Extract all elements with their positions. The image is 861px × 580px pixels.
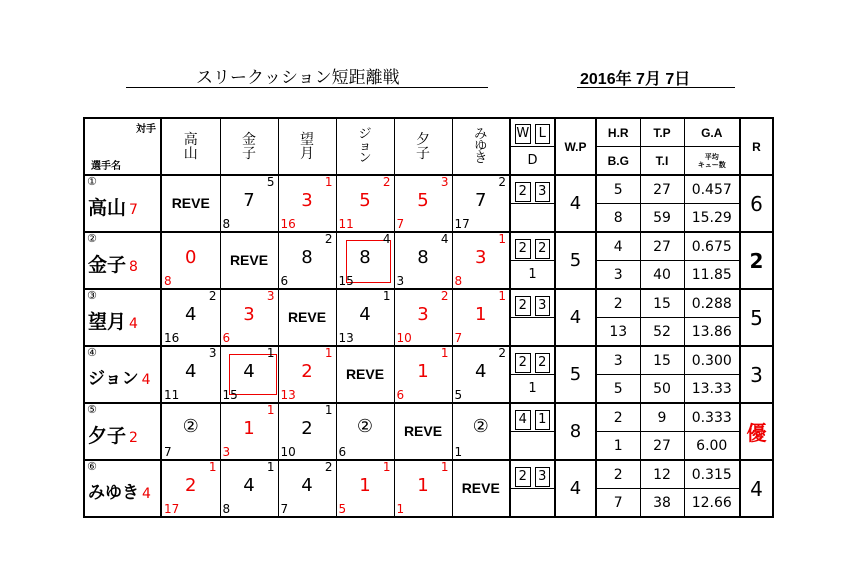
match-cell xyxy=(278,175,336,232)
losses: 3 xyxy=(535,296,551,316)
player-cell xyxy=(84,346,161,403)
wins: 2 xyxy=(515,296,531,316)
match-high-run: 1 xyxy=(266,460,275,474)
player-name-text: みゆき xyxy=(88,483,139,503)
rank: 2 xyxy=(740,232,773,289)
match-high-run: 1 xyxy=(382,289,391,303)
match-score: 1 xyxy=(243,418,255,439)
average-cues: 13.33 xyxy=(684,375,740,404)
opponent-header-3: 望 月 xyxy=(278,118,336,175)
win-points: 5 xyxy=(555,346,596,403)
match-innings: 13 xyxy=(280,388,296,402)
wins: 2 xyxy=(515,239,531,259)
player-name-header: 選手名 xyxy=(91,161,121,172)
match-cell xyxy=(394,232,452,289)
match-high-run: 4 xyxy=(440,232,449,246)
player-number: ② xyxy=(87,232,97,245)
w-header: W xyxy=(515,124,531,144)
match-high-run: 1 xyxy=(498,289,506,303)
high-run: 4 xyxy=(596,232,640,261)
match-innings: 11 xyxy=(164,388,180,402)
general-average: 0.288 xyxy=(684,289,740,318)
opponent-header-5: 夕 子 xyxy=(394,118,452,175)
losses: 2 xyxy=(535,353,551,373)
reve-label: REVE xyxy=(229,252,269,268)
average-cues: 11.85 xyxy=(684,261,740,290)
self-match-cell xyxy=(278,289,336,346)
match-cell xyxy=(220,403,278,460)
match-innings: 13 xyxy=(338,331,354,345)
match-innings: 3 xyxy=(396,274,405,288)
rank: 優 xyxy=(740,403,773,460)
match-score: ② xyxy=(356,416,374,437)
match-innings: 11 xyxy=(338,217,354,231)
match-cell xyxy=(394,289,452,346)
total-points: 15 xyxy=(640,289,684,318)
match-high-run: 1 xyxy=(440,346,449,360)
losses: 3 xyxy=(535,467,551,487)
high-run: 2 xyxy=(596,289,640,318)
match-score: 2 xyxy=(185,475,197,496)
match-high-run: 1 xyxy=(208,460,217,474)
match-cell xyxy=(220,289,278,346)
draws xyxy=(510,204,555,233)
page-title: スリークッション短距離戦 xyxy=(196,68,400,88)
date-underline xyxy=(577,87,735,88)
opponent-header-6: み ゆ き xyxy=(452,118,510,175)
general-average: 0.300 xyxy=(684,346,740,375)
match-innings: 15 xyxy=(338,274,354,288)
win-points: 4 xyxy=(555,289,596,346)
match-score: 7 xyxy=(475,190,487,211)
match-score: 4 xyxy=(475,361,487,382)
wins: 4 xyxy=(515,410,531,430)
rank: 6 xyxy=(740,175,773,232)
match-innings: 17 xyxy=(454,217,470,231)
match-cell xyxy=(220,175,278,232)
total-points: 12 xyxy=(640,460,684,489)
wl-cell xyxy=(510,403,555,432)
best-game: 5 xyxy=(596,375,640,404)
best-game: 3 xyxy=(596,261,640,290)
match-innings: 6 xyxy=(338,445,347,459)
match-score: 5 xyxy=(417,190,429,211)
date-label: 2016年 7月 7日 xyxy=(580,71,691,88)
match-cell xyxy=(161,403,220,460)
match-innings: 15 xyxy=(222,388,238,402)
player-cell xyxy=(84,175,161,232)
total-innings: 40 xyxy=(640,261,684,290)
player-number: ① xyxy=(87,175,97,188)
match-cell xyxy=(452,346,510,403)
losses: 2 xyxy=(535,239,551,259)
self-match-cell xyxy=(161,175,220,232)
corner-header xyxy=(84,118,161,175)
opponent-header-2: 金 子 xyxy=(220,118,278,175)
match-high-run: 2 xyxy=(382,175,391,189)
match-innings: 1 xyxy=(396,502,405,516)
reve-label: REVE xyxy=(171,195,210,211)
match-score: 4 xyxy=(243,361,255,382)
player-number: ⑥ xyxy=(87,460,97,473)
avg-cue-header: 平均 キュー数 xyxy=(684,147,740,176)
match-innings: 8 xyxy=(164,274,172,288)
match-score: 0 xyxy=(185,247,197,268)
wl-cell xyxy=(510,175,555,204)
player-name-text: 高山 xyxy=(88,197,127,219)
match-cell xyxy=(278,232,336,289)
total-innings: 59 xyxy=(640,204,684,233)
match-innings: 16 xyxy=(164,331,180,345)
general-average: 0.457 xyxy=(684,175,740,204)
match-high-run: 1 xyxy=(382,460,391,474)
best-game: 7 xyxy=(596,489,640,518)
wl-cell xyxy=(510,232,555,261)
match-innings: 6 xyxy=(222,331,231,345)
wl-cell xyxy=(510,460,555,489)
player-number: ③ xyxy=(87,289,97,302)
match-score: 4 xyxy=(243,475,255,496)
match-cell xyxy=(452,403,510,460)
match-innings: 17 xyxy=(164,502,180,516)
match-high-run: 2 xyxy=(440,289,449,303)
player-name xyxy=(88,250,138,277)
player-name xyxy=(88,421,138,448)
match-high-run: 1 xyxy=(266,346,275,360)
player-name-text: 夕子 xyxy=(88,425,127,447)
match-score: 8 xyxy=(417,247,429,268)
player-name-text: 望月 xyxy=(88,311,127,333)
player-cell xyxy=(84,403,161,460)
match-cell xyxy=(336,460,394,517)
match-cell xyxy=(336,232,394,289)
player-name xyxy=(88,478,151,503)
d-header: D xyxy=(510,147,555,176)
bg-header: B.G xyxy=(596,147,640,176)
match-high-run: 1 xyxy=(266,403,275,417)
wins: 2 xyxy=(515,182,531,202)
opponent-header-4: ジ ョ ン xyxy=(336,118,394,175)
total-points: 9 xyxy=(640,403,684,432)
match-high-run: 1 xyxy=(440,460,449,474)
average-cues: 13.86 xyxy=(684,318,740,347)
reve-label: REVE xyxy=(403,423,443,439)
match-high-run: 1 xyxy=(324,403,333,417)
general-average: 0.333 xyxy=(684,403,740,432)
match-cell xyxy=(220,460,278,517)
match-high-run: 2 xyxy=(498,346,506,360)
match-high-run: 2 xyxy=(208,289,217,303)
match-score: 1 xyxy=(417,361,429,382)
match-cell xyxy=(452,232,510,289)
match-innings: 7 xyxy=(164,445,172,459)
match-score: 5 xyxy=(359,190,371,211)
high-run: 3 xyxy=(596,346,640,375)
best-game: 8 xyxy=(596,204,640,233)
self-match-cell xyxy=(220,232,278,289)
total-points: 27 xyxy=(640,175,684,204)
wl-cell xyxy=(510,289,555,318)
draws xyxy=(510,489,555,518)
draws: 1 xyxy=(510,375,555,404)
match-high-run: 2 xyxy=(324,460,333,474)
match-cell xyxy=(161,346,220,403)
match-cell xyxy=(161,289,220,346)
match-cell xyxy=(452,175,510,232)
match-score: 8 xyxy=(359,247,371,268)
match-high-run: 2 xyxy=(498,175,506,189)
match-innings: 10 xyxy=(280,445,296,459)
total-points: 27 xyxy=(640,232,684,261)
reve-label: REVE xyxy=(461,480,500,496)
match-score: 1 xyxy=(475,304,487,325)
player-handicap: 4 xyxy=(142,486,151,502)
match-high-run: 4 xyxy=(382,232,391,246)
player-name-text: ジョン xyxy=(88,369,139,389)
match-cell xyxy=(394,175,452,232)
player-handicap: 2 xyxy=(129,430,138,446)
results-table xyxy=(83,117,774,518)
match-score: 3 xyxy=(301,190,313,211)
best-game: 1 xyxy=(596,432,640,461)
total-points: 15 xyxy=(640,346,684,375)
rank-header: R xyxy=(740,118,773,175)
player-name xyxy=(88,193,138,220)
match-score: 3 xyxy=(417,304,429,325)
match-innings: 8 xyxy=(222,217,231,231)
wl-header xyxy=(510,118,555,147)
wl-cell xyxy=(510,346,555,375)
player-name-text: 金子 xyxy=(88,254,127,276)
player-handicap: 7 xyxy=(129,202,138,218)
player-cell xyxy=(84,460,161,517)
wp-header: W.P xyxy=(555,118,596,175)
self-match-cell xyxy=(394,403,452,460)
win-points: 5 xyxy=(555,232,596,289)
total-innings: 27 xyxy=(640,432,684,461)
rank: 5 xyxy=(740,289,773,346)
self-match-cell xyxy=(336,346,394,403)
high-run: 5 xyxy=(596,175,640,204)
opponent-header: 対手 xyxy=(136,124,156,135)
average-cues: 6.00 xyxy=(684,432,740,461)
general-average: 0.675 xyxy=(684,232,740,261)
player-handicap: 4 xyxy=(141,372,151,388)
match-cell xyxy=(394,346,452,403)
match-innings: 7 xyxy=(454,331,463,345)
match-cell xyxy=(336,403,394,460)
match-innings: 5 xyxy=(338,502,347,516)
match-innings: 16 xyxy=(280,217,296,231)
draws xyxy=(510,432,555,461)
match-innings: 8 xyxy=(222,502,231,516)
match-score: 4 xyxy=(359,304,371,325)
losses: 1 xyxy=(535,410,551,430)
losses: 3 xyxy=(535,182,551,202)
self-match-cell xyxy=(452,460,510,517)
title-underline xyxy=(126,87,488,88)
match-score: 4 xyxy=(301,475,313,496)
match-innings: 6 xyxy=(396,388,405,402)
match-innings: 3 xyxy=(222,445,231,459)
l-header: L xyxy=(535,124,551,144)
ti-header: T.I xyxy=(640,147,684,176)
match-score: 2 xyxy=(301,361,313,382)
average-cues: 15.29 xyxy=(684,204,740,233)
wins: 2 xyxy=(515,353,531,373)
match-score: 4 xyxy=(185,361,197,382)
match-score: 1 xyxy=(417,475,429,496)
average-cues: 12.66 xyxy=(684,489,740,518)
match-innings: 5 xyxy=(454,388,463,402)
match-score: 3 xyxy=(243,304,255,325)
win-points: 8 xyxy=(555,403,596,460)
match-cell xyxy=(394,460,452,517)
match-cell xyxy=(220,346,278,403)
total-innings: 52 xyxy=(640,318,684,347)
match-score: 1 xyxy=(359,475,371,496)
match-high-run: 1 xyxy=(324,346,333,360)
match-score: 7 xyxy=(243,190,255,211)
match-high-run: 1 xyxy=(498,232,506,246)
match-high-run: 5 xyxy=(266,175,275,189)
match-innings: 10 xyxy=(396,331,412,345)
player-handicap: 4 xyxy=(129,316,138,332)
player-cell xyxy=(84,289,161,346)
match-cell xyxy=(161,232,220,289)
player-name xyxy=(88,364,151,389)
match-score: ② xyxy=(472,416,489,437)
match-innings: 7 xyxy=(396,217,405,231)
reve-label: REVE xyxy=(345,366,385,382)
high-run: 2 xyxy=(596,403,640,432)
match-high-run: 3 xyxy=(266,289,275,303)
reve-label: REVE xyxy=(287,309,327,325)
tp-header: T.P xyxy=(640,118,684,147)
match-high-run: 3 xyxy=(440,175,449,189)
rank: 4 xyxy=(740,460,773,517)
total-innings: 50 xyxy=(640,375,684,404)
match-score: 3 xyxy=(475,247,487,268)
match-cell xyxy=(278,346,336,403)
match-cell xyxy=(336,289,394,346)
match-score: 4 xyxy=(185,304,197,325)
draws: 1 xyxy=(510,261,555,290)
draws xyxy=(510,318,555,347)
match-high-run: 3 xyxy=(208,346,217,360)
match-innings: 7 xyxy=(280,502,289,516)
match-high-run: 2 xyxy=(324,232,333,246)
match-innings: 1 xyxy=(454,445,463,459)
opponent-header-1: 高 山 xyxy=(161,118,220,175)
win-points: 4 xyxy=(555,460,596,517)
match-innings: 8 xyxy=(454,274,463,288)
match-score: ② xyxy=(182,416,199,437)
match-cell xyxy=(161,460,220,517)
best-game: 13 xyxy=(596,318,640,347)
match-innings: 6 xyxy=(280,274,289,288)
match-cell xyxy=(452,289,510,346)
player-handicap: 8 xyxy=(129,259,138,275)
match-score: 8 xyxy=(301,247,313,268)
player-number: ⑤ xyxy=(87,403,97,416)
player-name xyxy=(88,307,138,334)
total-innings: 38 xyxy=(640,489,684,518)
player-number: ④ xyxy=(87,346,97,359)
match-score: 2 xyxy=(301,418,313,439)
match-cell xyxy=(278,403,336,460)
hr-header: H.R xyxy=(596,118,640,147)
player-cell xyxy=(84,232,161,289)
general-average: 0.315 xyxy=(684,460,740,489)
high-run: 2 xyxy=(596,460,640,489)
match-high-run: 1 xyxy=(324,175,333,189)
wins: 2 xyxy=(515,467,531,487)
match-cell xyxy=(336,175,394,232)
win-points: 4 xyxy=(555,175,596,232)
rank: 3 xyxy=(740,346,773,403)
ga-header: G.A xyxy=(684,118,740,147)
match-cell xyxy=(278,460,336,517)
